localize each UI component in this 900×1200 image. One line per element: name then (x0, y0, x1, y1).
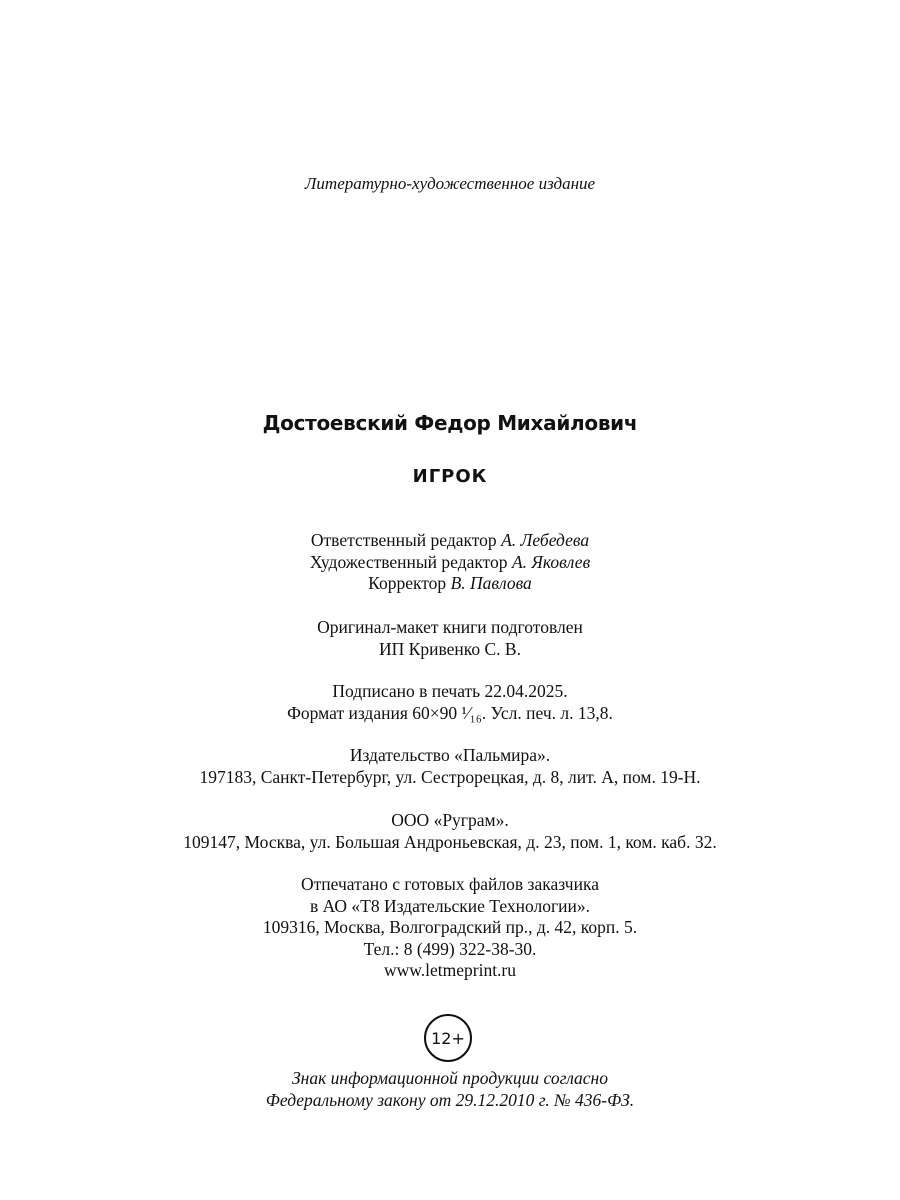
notice-line: Федеральному закону от 29.12.2010 г. № 436-ФЗ. (265, 1089, 635, 1110)
age-rating-text: 12+ (431, 1028, 465, 1048)
format-info: Формат издания 60×90 ¹⁄₁₆. Усл. печ. л. 13,8. (287, 702, 613, 723)
age-rating-badge (424, 1014, 472, 1062)
editor-line-responsible (0, 530, 900, 552)
editor-role: Ответственный редактор (310, 530, 497, 550)
printer-line: Отпечатано с готовых файлов заказчика (301, 874, 599, 894)
editor-name: А. Лебедева (501, 530, 590, 550)
layout-credit-block (0, 617, 900, 660)
publisher-name: Издательство «Пальмира». (349, 745, 551, 765)
editor-role: Корректор (368, 573, 447, 593)
editor-name: В. Павлова (450, 573, 532, 593)
printer-phone: Тел.: 8 (499) 322-38-30. (363, 938, 537, 959)
print-info-block (0, 681, 900, 724)
distributor-address: 109147, Москва, ул. Большая Андроньевская, д. 23, пом. 1, ком. каб. 32. (183, 831, 717, 852)
editor-role: Художественный редактор (309, 551, 508, 572)
signed-date: Подписано в печать 22.04.2025. (332, 681, 568, 701)
layout-credit-name: ИП Кривенко С. В. (379, 638, 521, 659)
edition-type: Литературно-художественное издание (304, 174, 596, 193)
printer-website: www.letmeprint.ru (383, 960, 517, 980)
author-name: Достоевский Федор Михайлович (262, 411, 638, 435)
publisher-block (0, 745, 900, 788)
layout-credit-line: Оригинал-макет книги подготовлен (317, 617, 583, 637)
editor-line-proofreader (0, 573, 900, 595)
editors-block (0, 530, 900, 595)
publisher-address: 197183, Санкт-Петербург, ул. Сестрорецкая, д. 8, лит. А, пом. 19-Н. (199, 766, 701, 787)
printer-address: 109316, Москва, Волгоградский пр., д. 42, корп. 5. (262, 917, 638, 937)
editor-line-art (0, 552, 900, 574)
book-title: ИГРОК (412, 466, 488, 487)
distributor-block (0, 810, 900, 853)
editor-name: А. Яковлев (511, 551, 591, 572)
notice-line: Знак информационной продукции согласно (291, 1068, 608, 1088)
distributor-name: ООО «Руграм». (391, 810, 509, 830)
printer-name: в АО «Т8 Издательские Технологии». (309, 895, 591, 916)
printer-block (0, 874, 900, 982)
info-product-notice (0, 1068, 900, 1111)
